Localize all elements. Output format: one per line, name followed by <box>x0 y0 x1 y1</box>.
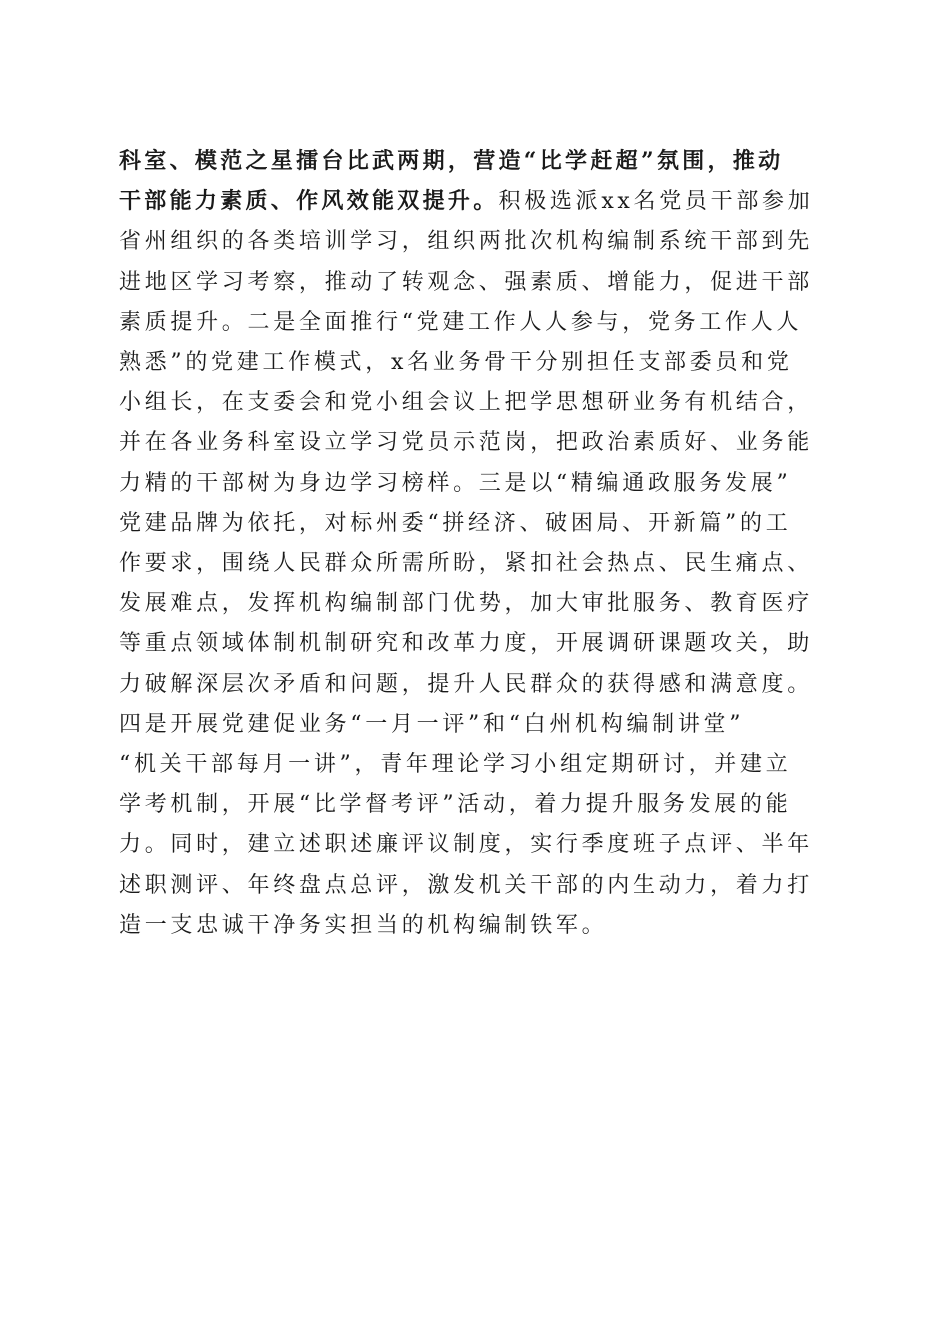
text-line: 发展难点，发挥机构编制部门优势，加大审批服务、教育医疗 <box>119 591 813 617</box>
text-line: 党建品牌为依托，对标州委“拼经济、破困局、开新篇”的工 <box>119 510 792 536</box>
text-line: 素质提升。二是全面推行“党建工作人人参与，党务工作人人 <box>119 309 803 335</box>
text-line: 小组长，在支委会和党小组会议上把学思想研业务有机结合， <box>119 390 813 416</box>
text-line <box>119 181 839 222</box>
text-line: 力破解深层次矛盾和问题，提升人民群众的获得感和满意度。 <box>119 671 813 697</box>
text-line: 造一支忠诚干净务实担当的机构编制铁军。 <box>119 912 608 938</box>
text-line: 述职测评、年终盘点总评，激发机关干部的内生动力，着力打 <box>119 872 813 898</box>
text-line: 熟悉”的党建工作模式，x名业务骨干分别担任支部委员和党 <box>119 350 793 376</box>
text-run: 积极选派xx名党员干部参加 <box>498 189 814 215</box>
bold-text-run: 干部能力素质、作风效能双提升。 <box>119 188 499 215</box>
body-paragraph <box>119 141 839 946</box>
text-line: 进地区学习考察，推动了转观念、强素质、增能力，促进干部 <box>119 269 813 295</box>
text-line: 等重点领域体制机制研究和改革力度，开展调研课题攻关，助 <box>119 631 813 657</box>
text-line: 力精的干部树为身边学习榜样。三是以“精编通政服务发展” <box>119 470 792 496</box>
text-line: 四是开展党建促业务“一月一评”和“白州机构编制讲堂” <box>119 711 745 737</box>
text-line: “机关干部每月一讲”，青年理论学习小组定期研讨，并建立 <box>119 752 792 778</box>
text-line: 学考机制，开展“比学督考评”活动，着力提升服务发展的能 <box>119 792 792 818</box>
text-line: 作要求，围绕人民群众所需所盼，紧扣社会热点、民生痛点、 <box>119 551 813 577</box>
text-line: 并在各业务科室设立学习党员示范岗，把政治素质好、业务能 <box>119 430 813 456</box>
text-line: 力。同时，建立述职述廉评议制度，实行季度班子点评、半年 <box>119 832 813 858</box>
text-line: 省州组织的各类培训学习，组织两批次机构编制系统干部到先 <box>119 229 813 255</box>
text-line: 科室、模范之星擂台比武两期，营造“比学赶超”氛围，推动 <box>119 148 784 174</box>
